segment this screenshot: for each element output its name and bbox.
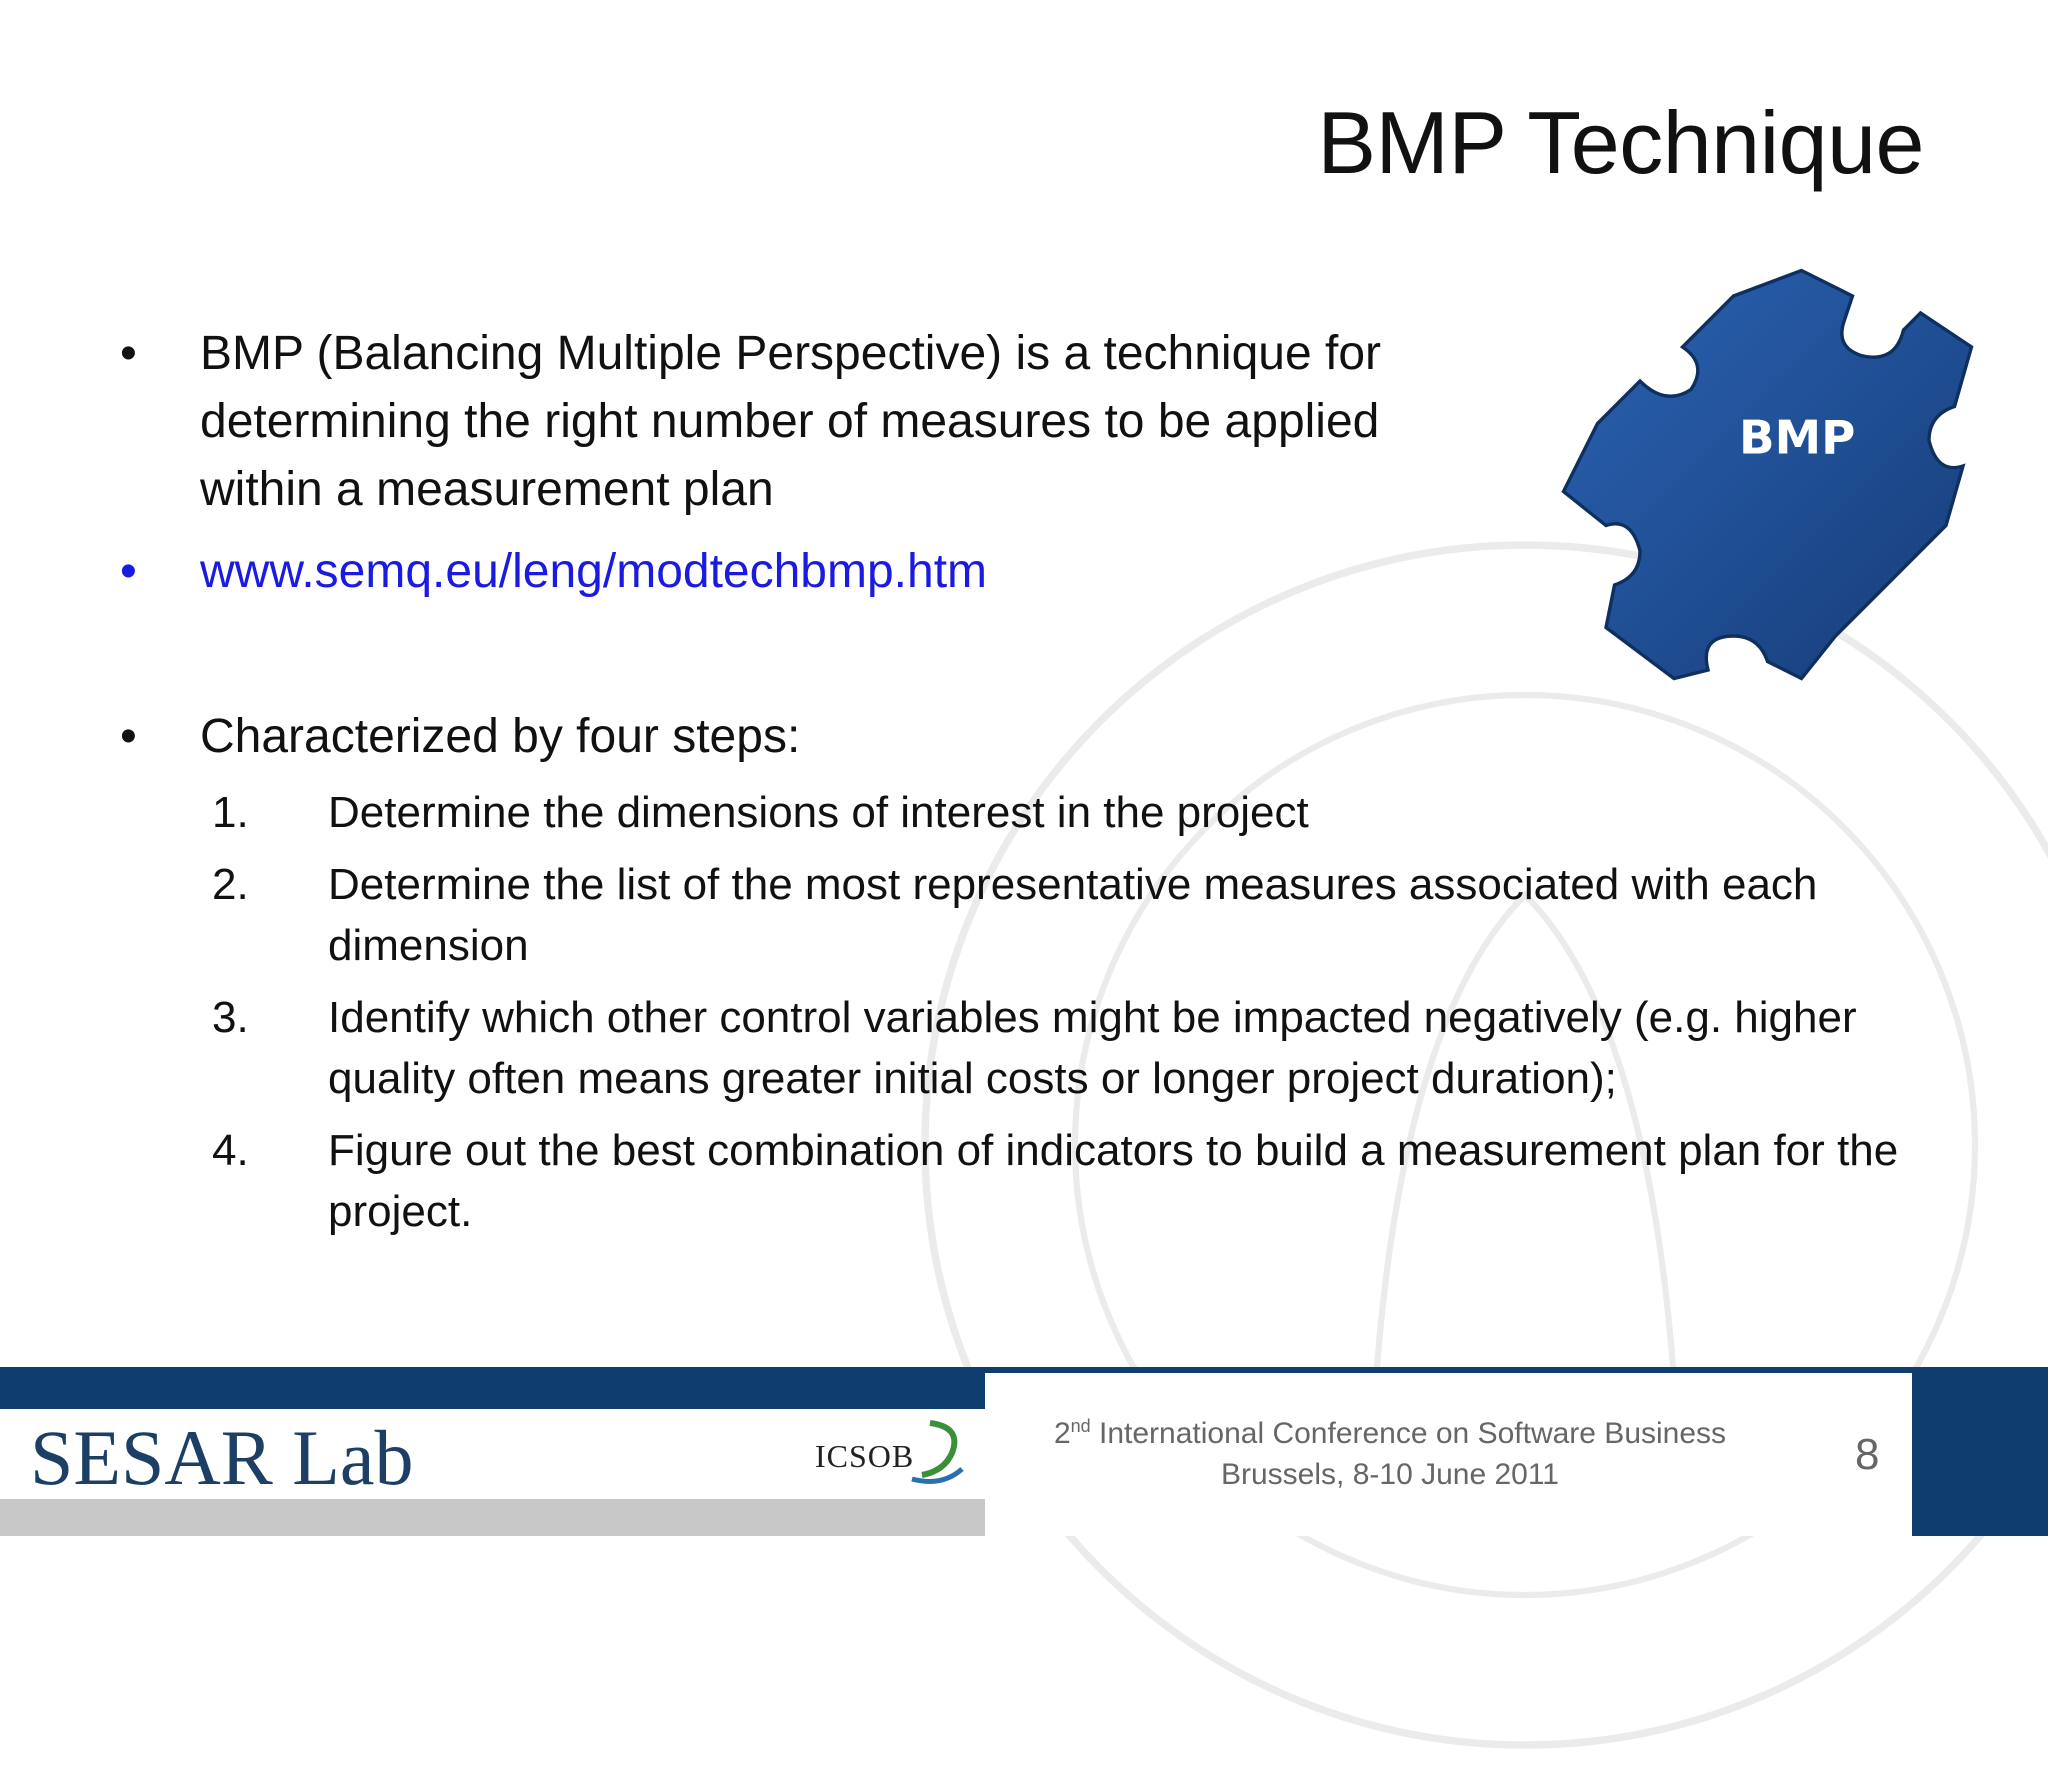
bullet-dot: • bbox=[120, 327, 137, 380]
footer-grey-strip bbox=[0, 1499, 985, 1536]
page-number: 8 bbox=[1855, 1430, 1880, 1479]
bullet-dot: • bbox=[120, 710, 137, 763]
step-number: 2. bbox=[212, 860, 249, 909]
step-number: 4. bbox=[212, 1126, 249, 1175]
step-number: 3. bbox=[212, 993, 249, 1042]
conference-location: Brussels, 8-10 June 2011 bbox=[1221, 1458, 1559, 1491]
puzzle-piece-icon bbox=[1555, 262, 1980, 687]
conference-name bbox=[1000, 1413, 1780, 1454]
conference-info bbox=[1000, 1413, 1780, 1495]
url-link[interactable]: www.semq.eu/leng/modtechbmp.htm bbox=[200, 545, 988, 598]
step-text: Figure out the best combination of indicators to build a measurement plan for the project. bbox=[328, 1126, 1899, 1236]
icsob-logo-text: ICSOB bbox=[815, 1438, 915, 1474]
step-text: Determine the list of the most representative measures associated with each dimension bbox=[328, 860, 1818, 970]
sesar-lab-logo: SESAR Lab bbox=[30, 1414, 414, 1501]
step-text: Identify which other control variables might be impacted negatively (e.g. higher quality often means greater initial costs or longer project duration); bbox=[328, 993, 1857, 1103]
conference-ordinal: 2 bbox=[1053, 1417, 1071, 1450]
bullet-text: BMP (Balancing Multiple Perspective) is a technique for determining the right number of measures to be applied within a measurement plan bbox=[200, 327, 1382, 516]
step-number: 1. bbox=[212, 788, 249, 837]
footer-right-bar bbox=[1912, 1367, 2048, 1536]
step-text: Determine the dimensions of interest in the project bbox=[328, 788, 1309, 837]
bullet-dot: • bbox=[120, 545, 137, 598]
conference-name-text: International Conference on Software Business bbox=[1090, 1417, 1727, 1450]
bullet-text: Characterized by four steps: bbox=[200, 710, 801, 763]
conference-ordinal-suffix: nd bbox=[1070, 1416, 1091, 1436]
slide-title: BMP Technique bbox=[1317, 93, 1924, 192]
puzzle-label: BMP bbox=[1739, 411, 1856, 466]
